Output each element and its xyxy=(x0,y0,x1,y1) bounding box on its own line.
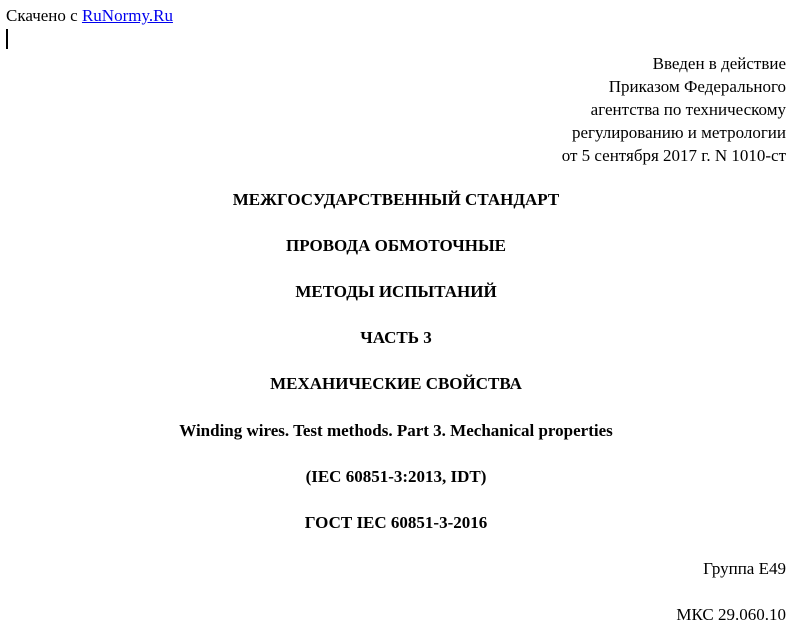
methods-title: МЕТОДЫ ИСПЫТАНИЙ xyxy=(295,282,497,301)
source-link[interactable]: RuNormy.Ru xyxy=(81,6,173,25)
english-title: Winding wires. Test methods. Part 3. Mechanical properties xyxy=(179,421,613,440)
approval-line: Введен в действие xyxy=(652,54,786,73)
mks-code: МКС 29.060.10 xyxy=(676,605,786,624)
section-title: МЕХАНИЧЕСКИЕ СВОЙСТВА xyxy=(270,374,522,393)
iec-reference: (IEC 60851-3:2013, IDT) xyxy=(305,467,487,486)
source-prefix: Скачено с xyxy=(6,6,82,25)
part-title: ЧАСТЬ 3 xyxy=(360,328,432,347)
text-cursor xyxy=(6,29,8,49)
group-code: Группа Е49 xyxy=(703,559,786,578)
approval-line: Приказом Федерального xyxy=(608,77,786,96)
gost-number: ГОСТ IEC 60851-3-2016 xyxy=(304,513,488,532)
approval-line: агентства по техническому xyxy=(590,100,786,119)
source-line xyxy=(6,6,173,26)
approval-line: от 5 сентября 2017 г. N 1010-ст xyxy=(561,146,786,165)
interstate-standard-title: МЕЖГОСУДАРСТВЕННЫЙ СТАНДАРТ xyxy=(232,190,560,209)
approval-line: регулированию и метрологии xyxy=(571,123,786,142)
document-name: ПРОВОДА ОБМОТОЧНЫЕ xyxy=(285,236,507,255)
approval-block xyxy=(562,52,786,167)
